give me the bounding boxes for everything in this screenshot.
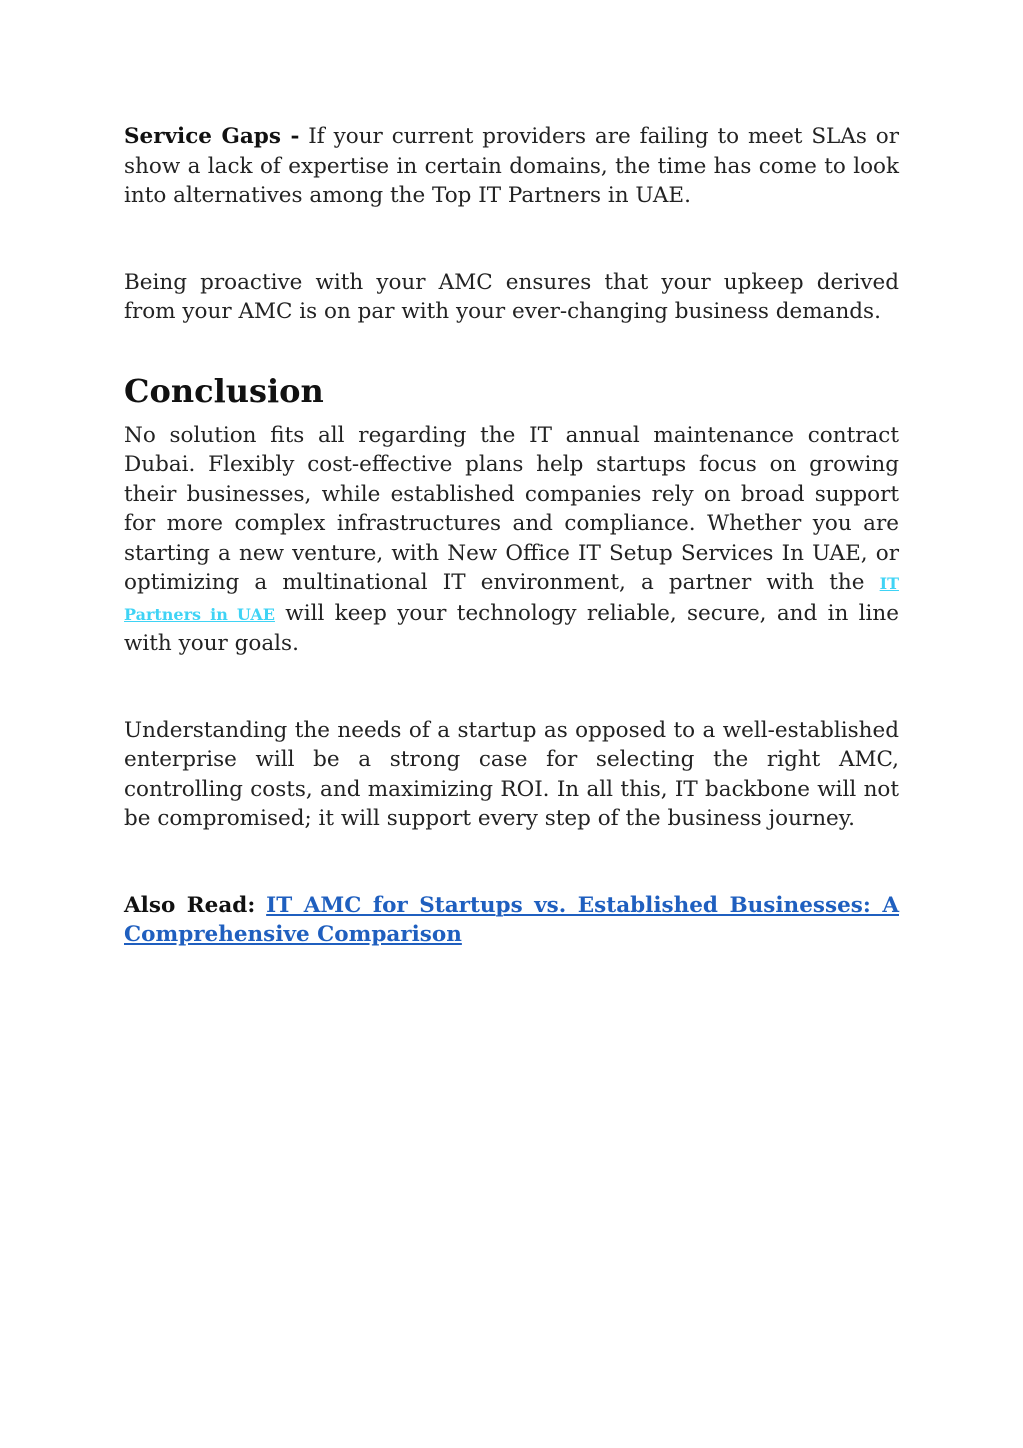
conclusion-paragraph: [124, 421, 899, 659]
it-partners-link[interactable]: IT Partners in UAE: [124, 574, 899, 624]
proactive-paragraph: Being proactive with your AMC ensures that your upkeep derived from your AMC is on par with your ever-changing business demands.: [124, 269, 899, 324]
also-read-link[interactable]: IT AMC for Startups vs. Established Businesses: A Comprehensive Comparison: [124, 892, 899, 947]
service-gaps-paragraph: [124, 122, 899, 211]
conclusion-heading: Conclusion: [124, 371, 324, 410]
also-read-label: Also Read:: [124, 892, 256, 918]
conclusion-text-after-link: will keep your technology reliable, secure, and in line with your goals.: [124, 600, 899, 656]
document-page: [124, 122, 899, 950]
conclusion-text-before-link: No solution fits all regarding the IT annual maintenance contract Dubai. Flexibly cost-effective plans help startups focus on growing their businesses, while established companies rely on broad support for more complex infrastructures and compliance. Whether you are starting a new venture, with New Office IT Setup Services In UAE, or optimizing a multinational IT environment, a partner with the: [124, 422, 899, 595]
understanding-paragraph: Understanding the needs of a startup as opposed to a well-established enterprise will be a strong case for selecting the right AMC, controlling costs, and maximizing ROI. In all this, IT backbone will not be compromised; it will support every step of the business journey.: [124, 717, 899, 831]
service-gaps-label: Service Gaps -: [124, 124, 300, 149]
service-gaps-text: If your current providers are failing to meet SLAs or show a lack of expertise in certain domains, the time has come to look into alternatives among the Top IT Partners in UAE.: [124, 124, 899, 208]
also-read-paragraph: [124, 891, 899, 950]
